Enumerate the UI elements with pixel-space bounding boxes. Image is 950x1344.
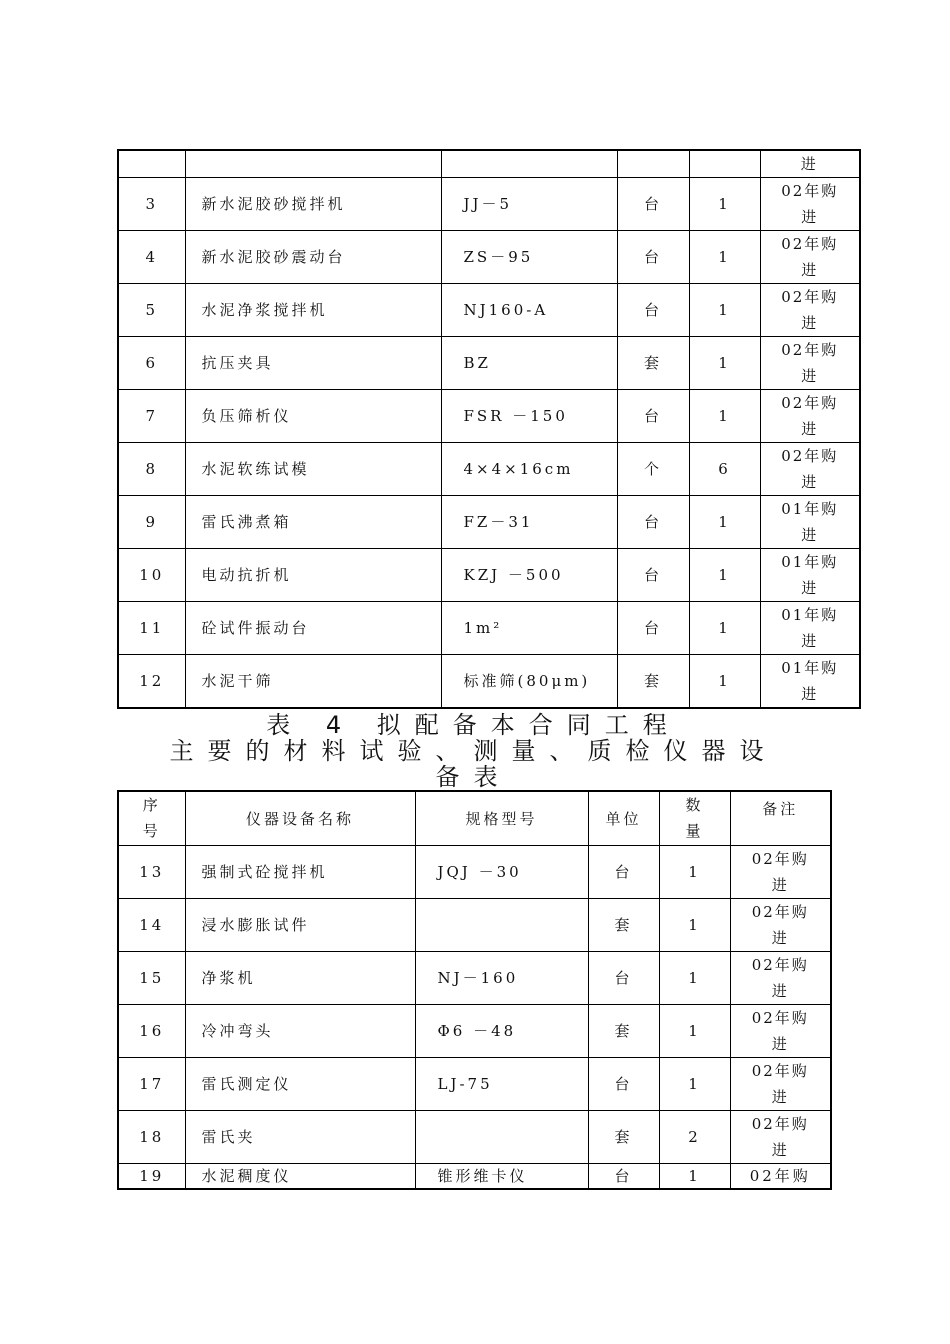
table-title-line-3: 备表 [435,763,512,791]
equipment-name-cell: 冷冲弯头 [185,1004,415,1057]
remark-cell: 02年购 [730,1163,831,1189]
unit-cell: 套 [588,1004,659,1057]
serial-number-cell: 4 [118,230,185,283]
serial-number-cell: 12 [118,654,185,708]
unit-cell: 个 [617,442,689,495]
model-cell: FZ－31 [441,495,617,548]
remark-cell: 02年购 进 [760,336,860,389]
model-cell: ZS－95 [441,230,617,283]
serial-number-cell: 8 [118,442,185,495]
quantity-cell: 1 [659,1004,730,1057]
remark-cell: 02年购 进 [760,389,860,442]
equipment-table [117,790,832,1190]
quantity-cell: 1 [689,389,760,442]
header-remark: 备注 [730,791,831,845]
unit-cell: 套 [588,898,659,951]
remark-cell: 01年购 进 [760,601,860,654]
table-row [118,495,860,548]
table-row [118,548,860,601]
quantity-cell: 6 [689,442,760,495]
header-serial-number: 序 号 [118,791,185,845]
model-cell: KZJ －500 [441,548,617,601]
table-row [118,845,831,898]
table-row [118,336,860,389]
equipment-name-cell: 强制式砼搅拌机 [185,845,415,898]
model-cell: 4×4×16cm [441,442,617,495]
equipment-name-cell: 雷氏沸煮箱 [185,495,441,548]
header-quantity: 数 量 [659,791,730,845]
equipment-name-cell: 电动抗折机 [185,548,441,601]
quantity-cell: 1 [689,654,760,708]
serial-number-cell: 11 [118,601,185,654]
serial-number-cell: 18 [118,1110,185,1163]
table-row [118,442,860,495]
remark-cell: 02年购 进 [760,283,860,336]
quantity-cell: 1 [659,1057,730,1110]
equipment-name-cell: 新水泥胶砂搅拌机 [185,177,441,230]
unit-cell: 台 [617,177,689,230]
remark-cell: 01年购 进 [760,654,860,708]
equipment-table-continued [117,149,861,709]
table-title-line-1: 表 4 拟配备本合同工程 [266,711,681,739]
unit-cell: 台 [617,495,689,548]
header-row [118,791,831,845]
unit-cell: 套 [617,654,689,708]
model-cell: Φ6 －48 [415,1004,588,1057]
quantity-cell: 1 [689,336,760,389]
remark-cell: 02年购 进 [760,230,860,283]
unit-cell: 套 [588,1110,659,1163]
remark-cell: 02年购 进 [730,845,831,898]
equipment-name-cell: 水泥干筛 [185,654,441,708]
unit-cell: 套 [617,336,689,389]
quantity-cell: 1 [689,177,760,230]
quantity-cell: 1 [659,845,730,898]
table-row [118,177,860,230]
equipment-name-cell: 砼试件振动台 [185,601,441,654]
serial-number-cell: 16 [118,1004,185,1057]
table-row [118,150,860,177]
unit-cell: 台 [617,389,689,442]
table-row [118,898,831,951]
unit-cell: 台 [617,548,689,601]
table-row [118,283,860,336]
remark-cell: 02年购 进 [730,951,831,1004]
model-cell: BZ [441,336,617,389]
table-title-line-2: 主要的材料试验、测量、质检仪器设 [169,737,778,765]
remark-cell: 02年购 进 [760,177,860,230]
serial-number-cell: 19 [118,1163,185,1189]
serial-number-cell: 9 [118,495,185,548]
serial-number-cell: 6 [118,336,185,389]
table-row [118,1163,831,1189]
model-cell [415,898,588,951]
model-cell: NJ160-A [441,283,617,336]
serial-number-cell: 7 [118,389,185,442]
quantity-cell: 2 [659,1110,730,1163]
model-cell: LJ-75 [415,1057,588,1110]
equipment-name-cell: 负压筛析仪 [185,389,441,442]
quantity-cell: 1 [689,283,760,336]
table-row [118,654,860,708]
serial-number-cell: 10 [118,548,185,601]
remark-cell: 进 [760,150,860,177]
table-row [118,1110,831,1163]
unit-cell: 台 [588,1163,659,1189]
remark-cell: 02年购 进 [730,1004,831,1057]
equipment-name-cell: 雷氏夹 [185,1110,415,1163]
quantity-cell: 1 [659,898,730,951]
model-cell [415,1110,588,1163]
unit-cell: 台 [588,845,659,898]
unit-cell: 台 [617,230,689,283]
equipment-name-cell: 抗压夹具 [185,336,441,389]
table-row [118,951,831,1004]
model-cell: 1m² [441,601,617,654]
quantity-cell: 1 [689,230,760,283]
quantity-cell: 1 [689,548,760,601]
model-cell: 锥形维卡仪 [415,1163,588,1189]
table-row [118,1004,831,1057]
remark-cell: 02年购 进 [760,442,860,495]
remark-cell: 02年购 进 [730,1110,831,1163]
remark-cell: 01年购 进 [760,548,860,601]
unit-cell: 台 [617,601,689,654]
equipment-name-cell: 水泥软练试模 [185,442,441,495]
table-row [118,230,860,283]
serial-number-cell: 15 [118,951,185,1004]
serial-number-cell: 13 [118,845,185,898]
remark-cell: 02年购 进 [730,1057,831,1110]
quantity-cell: 1 [659,951,730,1004]
quantity-cell: 1 [689,601,760,654]
serial-number-cell: 17 [118,1057,185,1110]
header-unit: 单位 [588,791,659,845]
serial-number-cell: 14 [118,898,185,951]
remark-cell: 02年购 进 [730,898,831,951]
unit-cell: 台 [588,1057,659,1110]
serial-number-cell: 3 [118,177,185,230]
model-cell: NJ－160 [415,951,588,1004]
unit-cell: 台 [588,951,659,1004]
equipment-name-cell: 水泥稠度仪 [185,1163,415,1189]
model-cell: JQJ －30 [415,845,588,898]
table-row [118,389,860,442]
model-cell: 标准筛(80μm) [441,654,617,708]
table-row [118,601,860,654]
model-cell: FSR －150 [441,389,617,442]
quantity-cell: 1 [659,1163,730,1189]
serial-number-cell: 5 [118,283,185,336]
equipment-name-cell: 水泥净浆搅拌机 [185,283,441,336]
model-cell: JJ－5 [441,177,617,230]
header-model: 规格型号 [415,791,588,845]
table-row [118,1057,831,1110]
remark-cell: 01年购 进 [760,495,860,548]
header-equipment-name: 仪器设备名称 [185,791,415,845]
equipment-name-cell: 浸水膨胀试件 [185,898,415,951]
unit-cell: 台 [617,283,689,336]
quantity-cell: 1 [689,495,760,548]
equipment-name-cell: 净浆机 [185,951,415,1004]
equipment-name-cell: 新水泥胶砂震动台 [185,230,441,283]
equipment-name-cell: 雷氏测定仪 [185,1057,415,1110]
